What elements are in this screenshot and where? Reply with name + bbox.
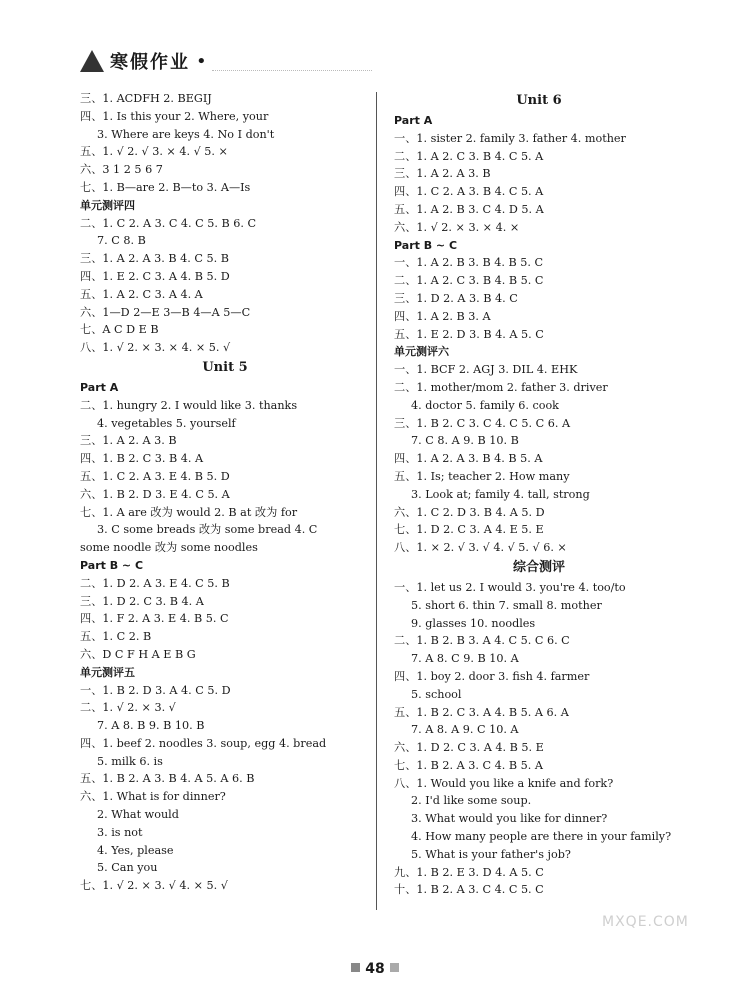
answer-line: 六、D C F H A E B G <box>80 647 196 661</box>
answer-line: 五、1. B 2. A 3. B 4. A 5. A 6. B <box>80 772 255 786</box>
answer-line: 三、1. A 2. A 3. B <box>80 434 177 448</box>
answer-line: 六、1. What is for dinner? <box>80 790 226 804</box>
answer-line: 七、1. √ 2. × 3. √ 4. × 5. √ <box>80 879 228 893</box>
header-rule <box>212 70 372 71</box>
answer-line: 五、1. C 2. A 3. E 4. B 5. D <box>80 469 230 483</box>
answer-line: 一、1. B 2. D 3. A 4. C 5. D <box>80 683 231 697</box>
page-footer <box>0 958 750 977</box>
answer-line: 四、1. F 2. A 3. E 4. B 5. C <box>80 612 229 626</box>
answer-line: 五、1. A 2. C 3. A 4. A <box>80 287 203 301</box>
answer-line: 3. Where are keys 4. No I don't <box>97 127 275 141</box>
answer-line: 一、1. let us 2. I would 3. you're 4. too/to <box>394 580 626 594</box>
section-heading: Part B ~ C <box>394 238 458 252</box>
section-heading: Part A <box>394 114 433 127</box>
answer-line: 三、1. ACDFH 2. BEGIJ <box>80 92 212 105</box>
answer-line: 十、1. B 2. A 3. C 4. C 5. C <box>394 883 544 897</box>
answer-line: 3. C some breads 改为 some bread 4. C <box>97 523 318 537</box>
answer-line: 4. doctor 5. family 6. cook <box>411 398 559 412</box>
answer-line: 七、1. A are 改为 would 2. B at 改为 for <box>80 505 298 519</box>
answer-line: 4. Yes, please <box>97 843 174 857</box>
footer-square-icon <box>351 963 360 972</box>
answer-line: 三、1. A 2. A 3. B <box>394 167 491 181</box>
answer-line: 3. Look at; family 4. tall, strong <box>411 487 590 501</box>
answer-line: 六、1. B 2. D 3. E 4. C 5. A <box>80 487 230 501</box>
section-heading: Part B ~ C <box>80 558 144 572</box>
right-column <box>394 90 684 899</box>
answer-line: 四、1. beef 2. noodles 3. soup, egg 4. bread <box>80 736 327 750</box>
answer-line: 四、1. A 2. B 3. A <box>394 309 491 323</box>
answer-line: 5. short 6. thin 7. small 8. mother <box>411 598 602 612</box>
answer-line: 六、3 1 2 5 6 7 <box>80 163 163 177</box>
answer-line: 2. I'd like some soup. <box>411 794 532 808</box>
column-divider <box>376 92 377 910</box>
answer-line: 三、1. A 2. A 3. B 4. C 5. B <box>80 252 229 266</box>
answer-line: 三、1. B 2. C 3. C 4. C 5. C 6. A <box>394 416 571 430</box>
answer-line: 2. What would <box>97 808 179 822</box>
answer-line: 五、1. B 2. C 3. A 4. B 5. A 6. A <box>394 705 569 719</box>
answer-line: 二、1. hungry 2. I would like 3. thanks <box>80 398 298 412</box>
answer-line: 四、1. B 2. C 3. B 4. A <box>80 452 204 466</box>
answer-line: 一、1. A 2. B 3. B 4. B 5. C <box>394 256 544 270</box>
answer-line: 一、1. sister 2. family 3. father 4. mother <box>394 131 626 145</box>
answer-line: 一、1. BCF 2. AGJ 3. DIL 4. EHK <box>394 363 578 377</box>
answer-line: 7. C 8. B <box>97 234 146 248</box>
section-heading: 单元测评五 <box>80 665 135 679</box>
answer-line: 二、1. B 2. B 3. A 4. C 5. C 6. C <box>394 634 570 648</box>
answer-line: 四、1. Is this your 2. Where, your <box>80 109 269 123</box>
answer-line: 四、1. boy 2. door 3. fish 4. farmer <box>394 669 590 683</box>
answer-line: 五、1. Is; teacher 2. How many <box>394 469 570 483</box>
section-heading: 单元测评四 <box>80 198 135 212</box>
left-column <box>80 90 370 895</box>
page-number: 48 <box>365 961 385 977</box>
answer-line: 四、1. A 2. A 3. B 4. B 5. A <box>394 452 543 466</box>
answer-line: 五、1. √ 2. √ 3. × 4. √ 5. × <box>80 145 228 159</box>
section-heading: 单元测评六 <box>394 345 449 359</box>
answer-line: 四、1. E 2. C 3. A 4. B 5. D <box>80 269 230 283</box>
page-header <box>78 44 207 78</box>
answer-line: 4. vegetables 5. yourself <box>97 416 236 430</box>
answer-line: 三、1. D 2. C 3. B 4. A <box>80 594 204 608</box>
answer-line: 四、1. C 2. A 3. B 4. C 5. A <box>394 185 544 199</box>
answer-line: 二、1. C 2. A 3. C 4. C 5. B 6. C <box>80 216 257 230</box>
answer-line: 3. What would you like for dinner? <box>411 812 608 826</box>
answer-line: 七、1. D 2. C 3. A 4. E 5. E <box>394 523 544 537</box>
answer-line: some noodle 改为 some noodles <box>80 541 258 555</box>
section-title: Unit 6 <box>516 93 562 108</box>
section-heading: Part A <box>80 380 119 394</box>
answer-line: 五、1. C 2. B <box>80 630 152 644</box>
answer-line: 9. glasses 10. noodles <box>411 616 536 630</box>
answer-line: 二、1. mother/mom 2. father 3. driver <box>394 380 608 394</box>
answer-line: 3. is not <box>97 825 143 839</box>
answer-line: 七、1. B 2. A 3. C 4. B 5. A <box>394 758 543 772</box>
answer-line: 七、1. B—are 2. B—to 3. A—Is <box>80 180 251 194</box>
answer-line: 六、1. √ 2. × 3. × 4. × <box>394 220 520 234</box>
answer-line: 五、1. A 2. B 3. C 4. D 5. A <box>394 202 544 216</box>
answer-line: 5. milk 6. is <box>97 754 163 768</box>
answer-line: 4. How many people are there in your family? <box>411 830 672 844</box>
answer-line: 八、1. Would you like a knife and fork? <box>394 776 614 790</box>
answer-line: 7. C 8. A 9. B 10. B <box>411 434 519 448</box>
answer-line: 七、A C D E B <box>80 323 159 337</box>
answer-line: 5. What is your father's job? <box>411 847 571 861</box>
logo-icon <box>78 46 106 76</box>
answer-line: 5. Can you <box>97 861 158 875</box>
section-title: Unit 5 <box>202 359 248 375</box>
answer-line: 八、1. √ 2. × 3. × 4. × 5. √ <box>80 341 231 355</box>
answer-line: 六、1—D 2—E 3—B 4—A 5—C <box>80 305 251 319</box>
answer-line: 7. A 8. B 9. B 10. B <box>97 719 205 733</box>
answer-line: 5. school <box>411 687 462 701</box>
footer-square-icon <box>390 963 399 972</box>
watermark: MXQE.COM <box>602 914 689 930</box>
answer-line: 二、1. A 2. C 3. B 4. C 5. A <box>394 149 544 163</box>
answer-line: 7. A 8. A 9. C 10. A <box>411 723 519 737</box>
answer-line: 二、1. D 2. A 3. E 4. C 5. B <box>80 576 230 590</box>
answer-line: 7. A 8. C 9. B 10. A <box>411 652 519 666</box>
answer-line: 六、1. C 2. D 3. B 4. A 5. D <box>394 505 545 519</box>
answer-line: 二、1. √ 2. × 3. √ <box>80 701 176 715</box>
header-dot: • <box>196 50 207 72</box>
answer-line: 二、1. A 2. C 3. B 4. B 5. C <box>394 274 544 288</box>
answer-line: 八、1. × 2. √ 3. √ 4. √ 5. √ 6. × <box>394 541 567 555</box>
section-title: 综合测评 <box>512 559 565 575</box>
header-title: 寒假作业 <box>110 52 190 73</box>
answer-line: 九、1. B 2. E 3. D 4. A 5. C <box>394 865 544 879</box>
answer-line: 三、1. D 2. A 3. B 4. C <box>394 291 518 305</box>
answer-line: 五、1. E 2. D 3. B 4. A 5. C <box>394 327 544 341</box>
answer-line: 六、1. D 2. C 3. A 4. B 5. E <box>394 741 544 755</box>
